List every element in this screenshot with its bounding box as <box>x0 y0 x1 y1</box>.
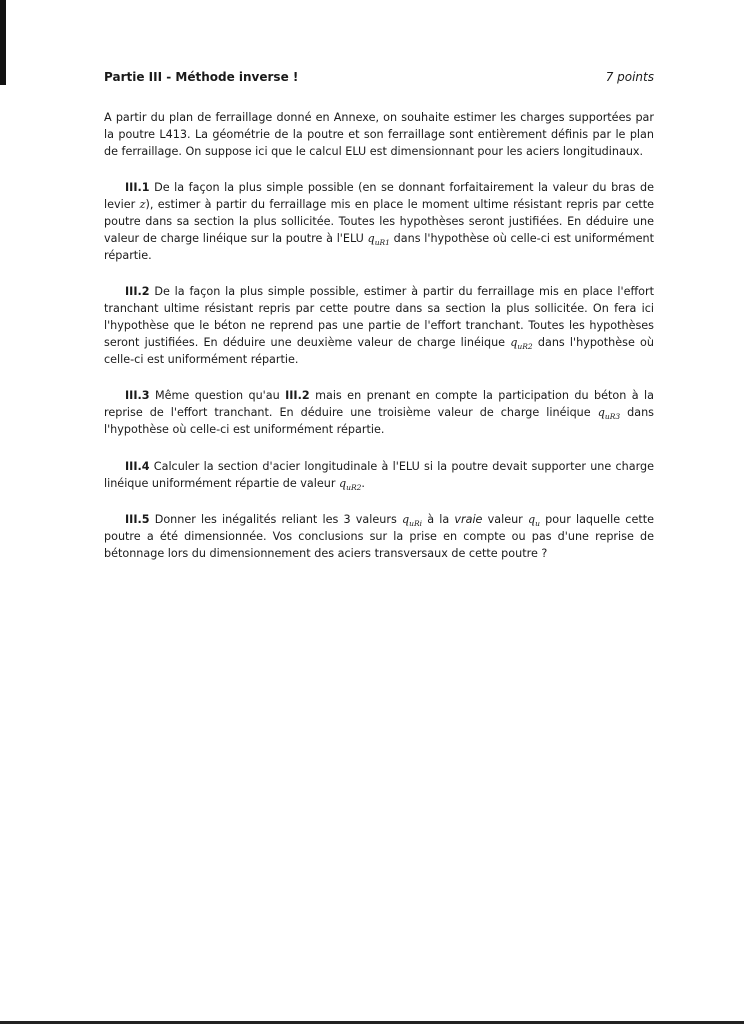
question-number: III.2 <box>125 285 150 299</box>
question-text: De la façon la plus simple possible, estimer à partir du ferraillage mis en place l'effort tranchant ultime résistant repris par cette poutre dans sa section la plus sollicitée. On fera ici l'hypothèse que le béton ne reprend pas une partie de l'effort tranchant. Toutes les hypothèses seront justifiées. En déduire une deuxième valeur de charge linéique <box>104 285 654 349</box>
exam-page <box>104 70 654 583</box>
question-number: III.1 <box>125 181 150 195</box>
part-title: Partie III - Méthode inverse ! <box>104 70 299 84</box>
question-text: valeur <box>482 513 528 527</box>
math-symbol: $q_{uR1}$ <box>367 231 390 248</box>
scan-edge-left <box>0 0 6 85</box>
question-text: dans l'hypothèse où celle-ci est uniformément répartie. <box>104 406 655 436</box>
math-symbol: $q_u$ <box>527 513 540 529</box>
math-symbol: $q_{uR2}$ <box>510 335 533 351</box>
question-number: III.3 <box>125 389 150 403</box>
intro-paragraph: A partir du plan de ferraillage donné en Annexe, on souhaite estimer les charges supportées par la poutre L413. La géométrie de la poutre et son ferraillage sont entièrement définis par le plan de ferraillage. On suppose ici que le calcul ELU est dimensionnant pour les aciers longitudinaux. <box>104 111 654 158</box>
question-text: mais en prenant en compte la participation du béton à la reprise de l'effort tranchant. En déduire une troisième valeur de charge linéique <box>104 389 654 420</box>
question-text: à la <box>422 513 455 527</box>
question-III-2 <box>104 284 654 368</box>
question-III-5 <box>104 512 654 562</box>
question-text: Calculer la section d'acier longitudinale à l'ELU si la poutre devait supporter une charge linéique uniformément répartie de valeur <box>104 459 654 490</box>
question-text: De la façon la plus simple possible (en se donnant forfaitairement la valeur du bras de levier <box>104 181 654 212</box>
question-text: Donner les inégalités reliant les 3 valeurs <box>149 513 402 527</box>
question-reference: III.2 <box>285 389 310 403</box>
question-III-4 <box>104 459 654 493</box>
math-symbol: $q_{uR3}$ <box>597 406 621 422</box>
question-III-1 <box>104 180 654 264</box>
math-symbol: $q_{uR2}$ <box>338 476 362 492</box>
question-text: dans l'hypothèse où celle-ci est uniformément répartie. <box>104 335 654 366</box>
question-text: dans l'hypothèse où celle-ci est uniformément répartie. <box>104 231 654 262</box>
math-symbol: $q_{uRi}$ <box>401 513 423 529</box>
question-number: III.5 <box>125 513 150 527</box>
question-text: . <box>361 476 365 490</box>
points-label: 7 points <box>605 70 654 84</box>
emphasis-text: vraie <box>454 513 483 527</box>
section-header <box>104 70 654 84</box>
question-text: pour laquelle cette poutre a été dimensionnée. Vos conclusions sur la prise en compte ou pas d'une reprise de bétonnage lors du dimensionnement des aciers transversaux de cette poutre ? <box>104 513 654 560</box>
question-text: ), estimer à partir du ferraillage mis en place le moment ultime résistant repris par cette poutre dans sa section la plus sollicitée. Toutes les hypothèses seront justifiées. En déduire une valeur de charge linéique sur la poutre à l'ELU <box>104 198 655 245</box>
question-text: Même question qu'au <box>149 389 286 403</box>
question-number: III.4 <box>125 459 150 473</box>
question-III-3 <box>104 388 654 438</box>
math-symbol: z <box>139 198 146 212</box>
